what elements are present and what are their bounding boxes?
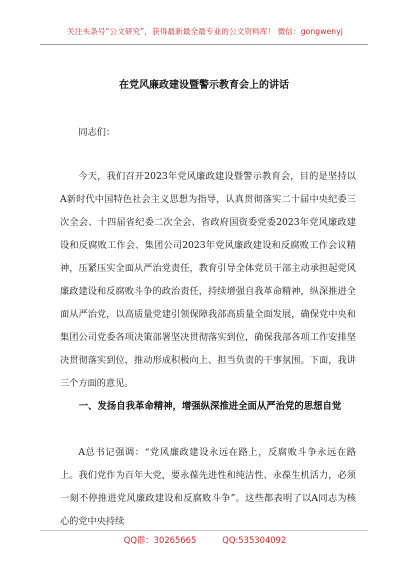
footer-qq-group: QQ群：30265665 — [123, 535, 197, 545]
paragraph-intro: 今天，我们召开2023年党风廉政建设暨警示教育会，目的是坚持以A新时代中国特色社会主义思想为指导，认真贯彻落实二十届中央纪委三次全会、十四届省纪委二次全会、省政府国资委党委2023年党风廉政建设和反腐败工作会、集团公司2023年党风廉政建设和反腐败工作会议精神，压紧压实全面从严治党责任，教育引导全体党员干部主动承担起党风廉政建设和反腐败斗争的政治责任，持续增强自我革命精神，纵深推进全面从严治党，以高质量党建引领保障我部高质量全面发展，确保党中央和集团公司党委各项决策部署坚决贯彻落实到位，确保我部各项工作安排坚决贯彻落实到位，推动形成积极向上、担当负责的干事氛围。下面，我讲三个方面的意见。 — [60, 171, 356, 389]
section-heading-1: 一、发扬自我革命精神，增强纵深推进全面从严治党的思想自觉 — [78, 401, 342, 412]
footer-qq: QQ:535304092 — [222, 535, 287, 545]
header-divider — [40, 44, 368, 45]
footer-contacts — [60, 534, 350, 546]
footer-divider — [40, 530, 368, 531]
salutation: 同志们： — [78, 127, 116, 138]
header-promo-banner: 关注头条号“公文研究”，获得最新最全最专业的公文资料库！ 微信：gongwenyj — [67, 27, 343, 36]
paragraph-section-1: A总书记强调：“党风廉政建设永远在路上，反腐败斗争永远在路上。我们党作为百年大党，要永葆先进性和纯洁性、永葆生机活力，必须一刻不停推进党风廉政建设和反腐败斗争”。这些都表明了以A同志为核心的党中央持续 — [60, 447, 356, 527]
document-title: 在党风廉政建设暨警示教育会上的讲话 — [119, 80, 289, 91]
